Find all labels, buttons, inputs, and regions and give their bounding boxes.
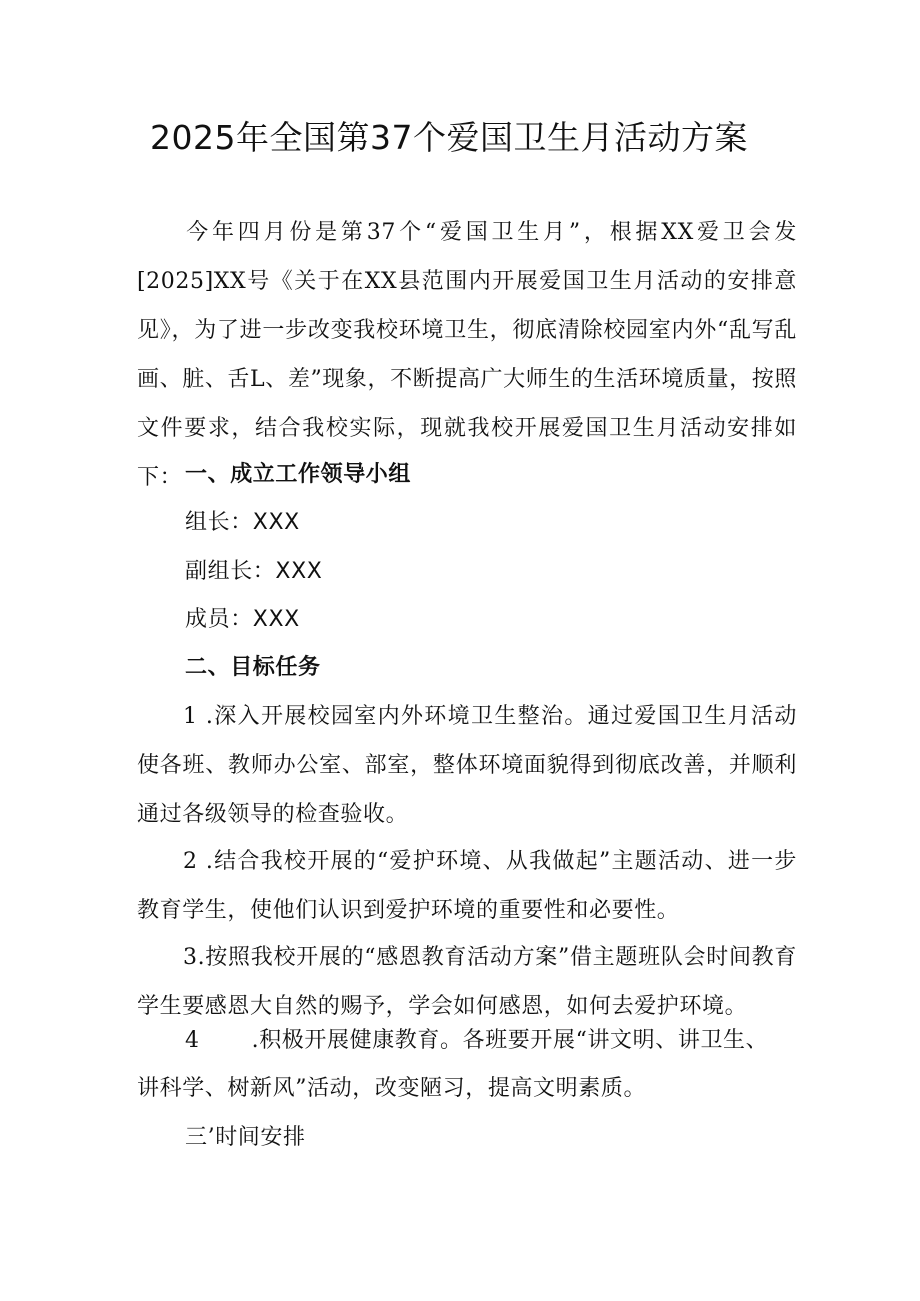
intro-text: 今年四月份是第37个“爱国卫生月”，根据XX爱卫会发[2025]XX号《关于在XX县范围内开展爱国卫生月活动的安排意见》，为了进一步改变我校环境卫生，彻底清除校园室内外“乱写乱画、脏、舌L、差”现象，不断提高广大师生的生活环境质量，按照文件要求，结合我校实际，现就我校开展爱国卫生月活动安排如下： [137, 220, 797, 490]
item3-text: 3.按照我校开展的“感恩教育活动方案”借主题班队会时间教育学生要感恩大自然的赐予，学会如何感恩，如何去爱护环境。 [137, 945, 797, 1019]
members-line: 成员：XXX [185, 607, 300, 632]
section1-heading: 一、成立工作领导小组 [185, 462, 412, 487]
item4-continuation: 讲科学、树新风”活动，改变陋习，提高文明素质。 [137, 1076, 647, 1101]
item4-text: .积极开展健康教育。各班要开展“讲文明、讲卫生、 [251, 1028, 769, 1053]
deputy-line: 副组长：XXX [185, 559, 323, 584]
item1-paragraph [137, 692, 797, 839]
item1-text: 1 .深入开展校园室内外环境卫生整治。通过爱国卫生月活动使各班、教师办公室、部室，整体环境面貌得到彻底改善，并顺利通过各级领导的检查验收。 [137, 704, 797, 827]
item2-text: 2 .结合我校开展的“爱护环境、从我做起”主题活动、进一步教育学生，使他们认识到爱护环境的重要性和必要性。 [137, 849, 797, 923]
leader-line: 组长：XXX [185, 510, 300, 535]
document-title: 2025年全国第37个爱国卫生月活动方案 [150, 118, 748, 157]
item4-line [185, 1016, 768, 1065]
section2-heading: 二、目标任务 [185, 655, 321, 680]
item4-number: 4 [185, 1028, 200, 1053]
section3-heading: 三’时间安排 [185, 1125, 306, 1150]
item2-paragraph [137, 837, 797, 935]
